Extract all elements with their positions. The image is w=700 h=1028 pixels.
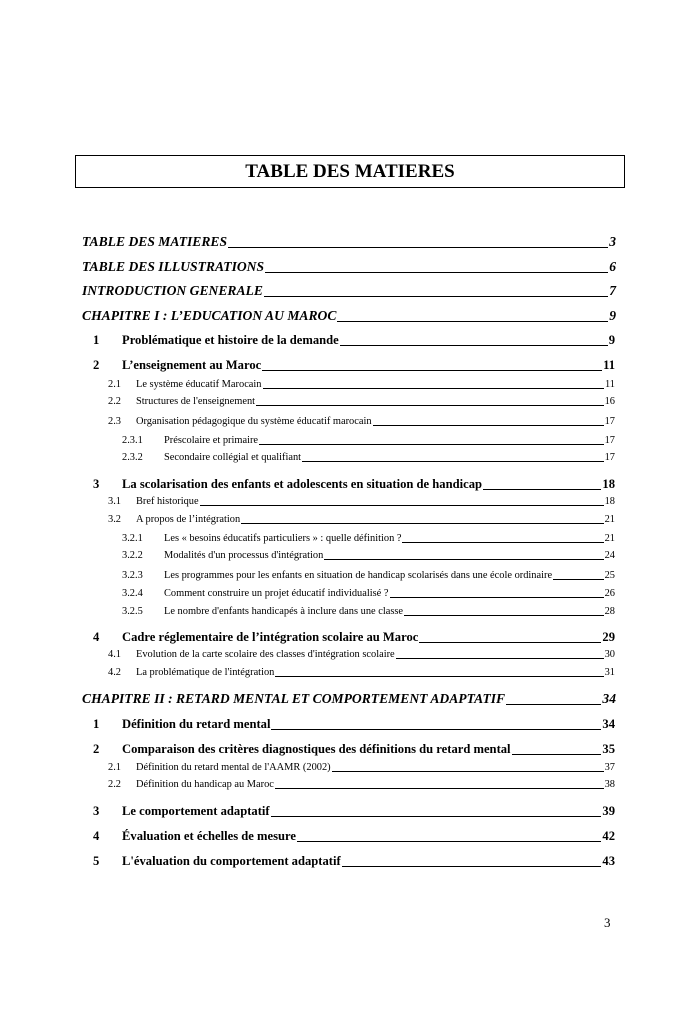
toc-entry-page: 16: [604, 396, 615, 407]
toc-entry-page: 26: [604, 588, 615, 599]
toc-entry-number: 4.2: [108, 667, 121, 678]
toc-entry-page: 21: [604, 533, 615, 544]
toc-entry-title: Modalités d'un processus d'intégration: [164, 550, 324, 561]
toc-entry[interactable]: [122, 436, 615, 446]
toc-leader-line: [419, 642, 601, 643]
toc-title: TABLE DES MATIERES: [75, 155, 625, 188]
toc-entry[interactable]: [122, 453, 615, 463]
toc-leader-line: [302, 461, 604, 462]
toc-entry-page: 34: [602, 717, 615, 731]
toc-entry[interactable]: [122, 589, 615, 599]
toc-leader-line: [396, 658, 604, 659]
toc-entry[interactable]: [82, 309, 616, 323]
toc-entry-title: Définition du retard mental: [122, 717, 271, 731]
toc-leader-line: [265, 272, 608, 273]
toc-entry-title: Évaluation et échelles de mesure: [122, 829, 296, 843]
toc-entry-number: 1: [93, 717, 100, 731]
toc-entry-number: 2.1: [108, 762, 121, 773]
toc-entry-title: Problématique et histoire de la demande: [122, 333, 339, 347]
toc-entry-title: La problématique de l'intégration: [136, 667, 275, 678]
toc-entry[interactable]: [108, 417, 615, 427]
toc-leader-line: [259, 444, 604, 445]
toc-entry-title: Les programmes pour les enfants en situation de handicap scolarisés dans une école ordinaire: [164, 570, 553, 581]
toc-entry-title: INTRODUCTION GENERALE: [82, 283, 263, 298]
toc-entry[interactable]: [108, 497, 615, 507]
toc-leader-line: [241, 523, 603, 524]
toc-leader-line: [297, 841, 601, 842]
toc-leader-line: [275, 788, 604, 789]
toc-entry-title: TABLE DES ILLUSTRATIONS: [82, 259, 265, 274]
toc-leader-line: [483, 489, 601, 490]
toc-entry-title: Bref historique: [136, 496, 199, 507]
toc-entry-title: CHAPITRE II : RETARD MENTAL ET COMPORTEMENT ADAPTATIF: [82, 691, 506, 706]
toc-entry[interactable]: [108, 515, 615, 525]
toc-leader-line: [390, 597, 604, 598]
toc-entry[interactable]: [122, 534, 615, 544]
toc-entry-number: 3.2: [108, 514, 121, 525]
toc-entry[interactable]: [82, 235, 616, 249]
toc-entry[interactable]: [93, 631, 615, 644]
toc-entry-page: 43: [602, 854, 615, 868]
toc-entry-title: La scolarisation des enfants et adolescents en situation de handicap: [122, 477, 482, 491]
toc-entry-page: 6: [609, 259, 616, 274]
toc-entry[interactable]: [82, 260, 616, 274]
toc-leader-line: [262, 370, 602, 371]
toc-entry-number: 1: [93, 333, 100, 347]
toc-entry-page: 42: [602, 829, 615, 843]
toc-entry-page: 24: [604, 550, 615, 561]
toc-entry-page: 35: [602, 742, 615, 756]
toc-entry-number: 4.1: [108, 649, 121, 660]
toc-entry-title: CHAPITRE I : L’EDUCATION AU MAROC: [82, 308, 337, 323]
toc-entry-page: 28: [604, 606, 615, 617]
toc-entry-number: 2.2: [108, 396, 121, 407]
toc-entry-title: Les « besoins éducatifs particuliers » : quelle définition ?: [164, 533, 402, 544]
page-number: 3: [604, 915, 611, 930]
toc-entry-number: 4: [93, 829, 100, 843]
toc-entry-page: 7: [609, 283, 616, 298]
toc-leader-line: [200, 505, 604, 506]
toc-entry-page: 9: [608, 333, 615, 347]
toc-entry-title: L'évaluation du comportement adaptatif: [122, 854, 341, 868]
toc-entry-title: Définition du retard mental de l'AAMR (2002): [136, 762, 331, 773]
toc-entry[interactable]: [93, 718, 615, 731]
toc-entry-page: 3: [609, 234, 616, 249]
toc-entry-page: 38: [604, 779, 615, 790]
toc-entry[interactable]: [108, 763, 615, 773]
toc-entry[interactable]: [122, 551, 615, 561]
toc-entry-page: 37: [604, 762, 615, 773]
toc-entry-title: Le nombre d'enfants handicapés à inclure dans une classe: [164, 606, 404, 617]
toc-entry-title: Secondaire collégial et qualifiant: [164, 452, 302, 463]
toc-entry[interactable]: [122, 607, 615, 617]
toc-entry-title: Comment construire un projet éducatif individualisé ?: [164, 588, 389, 599]
toc-entry-number: 2.2: [108, 779, 121, 790]
toc-entry-page: 18: [602, 477, 615, 491]
toc-entry-title: Comparaison des critères diagnostiques des définitions du retard mental: [122, 742, 511, 756]
toc-entry-page: 30: [604, 649, 615, 660]
toc-entry-number: 5: [93, 854, 100, 868]
toc-entry[interactable]: [93, 805, 615, 818]
toc-entry-title: Evolution de la carte scolaire des classes d'intégration scolaire: [136, 649, 395, 660]
toc-entry[interactable]: [108, 780, 615, 790]
toc-entry-number: 2.3.1: [122, 435, 143, 446]
toc-entry-number: 2.3.2: [122, 452, 143, 463]
toc-entry[interactable]: [93, 830, 615, 843]
toc-entry-title: L’enseignement au Maroc: [122, 358, 262, 372]
toc-entry-page: 17: [604, 435, 615, 446]
toc-entry-title: Structures de l'enseignement: [136, 396, 256, 407]
toc-entry-page: 39: [602, 804, 615, 818]
toc-entry-number: 3.1: [108, 496, 121, 507]
toc-entry-title: Organisation pédagogique du système éducatif marocain: [136, 416, 372, 427]
toc-entry-page: 25: [604, 570, 615, 581]
toc-entry-page: 18: [604, 496, 615, 507]
toc-leader-line: [264, 296, 608, 297]
toc-entry-title: Le système éducatif Marocain: [136, 379, 262, 390]
toc-entry-number: 3.2.3: [122, 570, 143, 581]
toc-leader-line: [332, 771, 604, 772]
toc-entry-number: 2.3: [108, 416, 121, 427]
toc-entry[interactable]: [108, 397, 615, 407]
toc-entry-number: 3.2.2: [122, 550, 143, 561]
toc-leader-line: [256, 405, 604, 406]
toc-entry-title: TABLE DES MATIERES: [82, 234, 228, 249]
toc-entry-number: 4: [93, 630, 100, 644]
toc-leader-line: [512, 754, 602, 755]
toc-leader-line: [373, 425, 604, 426]
toc-leader-line: [228, 247, 608, 248]
toc-entry-page: 34: [602, 691, 616, 706]
toc-entry[interactable]: [122, 571, 615, 581]
toc-entry[interactable]: [82, 692, 616, 706]
toc-entry[interactable]: [93, 743, 615, 756]
toc-entry-title: Préscolaire et primaire: [164, 435, 259, 446]
toc-entry-title: Définition du handicap au Maroc: [136, 779, 274, 790]
toc-leader-line: [506, 704, 601, 705]
toc-entry-page: 17: [604, 416, 615, 427]
toc-entry-page: 11: [603, 358, 615, 372]
toc-entry[interactable]: [108, 650, 615, 660]
toc-entry-number: 3.2.5: [122, 606, 143, 617]
toc-leader-line: [271, 729, 601, 730]
toc-entry-page: 11: [604, 379, 615, 390]
toc-entry[interactable]: [93, 855, 615, 868]
toc-entry-page: 9: [609, 308, 616, 323]
toc-entry[interactable]: [108, 380, 615, 390]
toc-entry[interactable]: [93, 478, 615, 491]
toc-leader-line: [342, 866, 602, 867]
toc-leader-line: [402, 542, 603, 543]
toc-entry-number: 3.2.4: [122, 588, 143, 599]
toc-leader-line: [337, 321, 608, 322]
toc-entry-title: Cadre réglementaire de l’intégration scolaire au Maroc: [122, 630, 419, 644]
toc-entry-page: 17: [604, 452, 615, 463]
toc-leader-line: [324, 559, 603, 560]
toc-entry-number: 2: [93, 358, 100, 372]
toc-entry[interactable]: [93, 359, 615, 372]
toc-leader-line: [404, 615, 604, 616]
toc-entry-page: 29: [602, 630, 615, 644]
toc-entry-number: 3: [93, 477, 100, 491]
toc-leader-line: [275, 676, 603, 677]
toc-entry-number: 3.2.1: [122, 533, 143, 544]
toc-entry-page: 31: [604, 667, 615, 678]
toc-entry-page: 21: [604, 514, 615, 525]
toc-leader-line: [340, 345, 608, 346]
toc-entry[interactable]: [108, 668, 615, 678]
toc-entry-title: A propos de l’intégration: [136, 514, 241, 525]
toc-entry-title: Le comportement adaptatif: [122, 804, 270, 818]
toc-leader-line: [553, 579, 604, 580]
toc-entry[interactable]: [82, 284, 616, 298]
toc-entry-number: 3: [93, 804, 100, 818]
toc-leader-line: [271, 816, 602, 817]
toc-leader-line: [263, 388, 604, 389]
toc-entry[interactable]: [93, 334, 615, 347]
toc-entry-number: 2: [93, 742, 100, 756]
toc-entry-number: 2.1: [108, 379, 121, 390]
